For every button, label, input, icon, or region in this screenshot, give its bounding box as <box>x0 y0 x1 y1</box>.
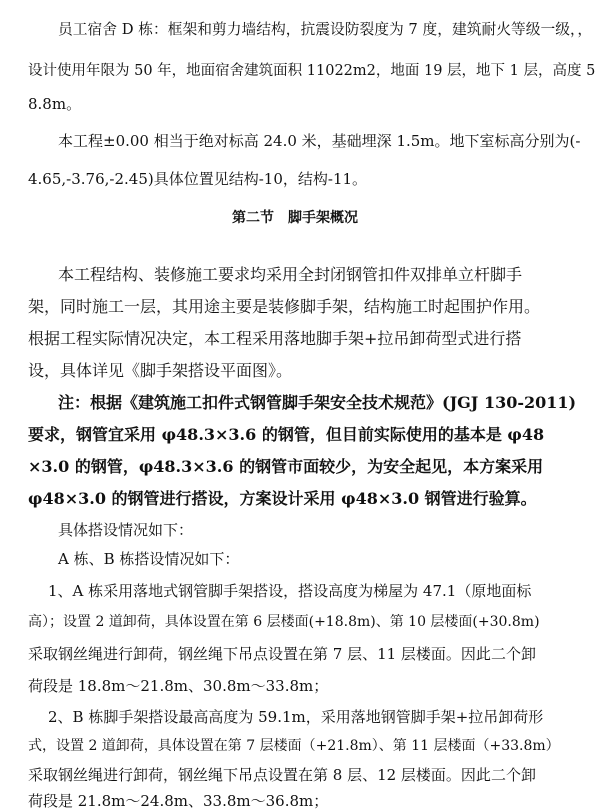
item-1-line-2: 高）；设置 2 道卸荷，具体设置在第 6 层楼面(+18.8m)、第 10 层楼面(+30.8m) <box>28 614 540 630</box>
scaffold-overview-line-3: 根据工程实际情况决定，本工程采用落地脚手架+拉吊卸荷型式进行搭 <box>28 329 522 348</box>
item-1-line-3: 采取钢丝绳进行卸荷，钢丝绳下吊点设置在第 7 层、11 层楼面。因此二个卸 <box>28 645 536 663</box>
elevation-line-1: 本工程±0.00 相当于绝对标高 24.0 米，基础埋深 1.5m。地下室标高分别为(- <box>58 132 581 150</box>
note-line-3: ×3.0 的钢管，φ48.3×3.6 的钢管市面较少，为安全起见，本方案采用 <box>28 457 544 476</box>
note-line-1: 注：根据《建筑施工扣件式钢管脚手架安全技术规范》(JGJ 130-2011) <box>58 393 577 412</box>
ab-intro: A 栋、B 栋搭设情况如下： <box>58 550 240 568</box>
elevation-line-2: 4.65,-3.76,-2.45)具体位置见结构-10，结构-11。 <box>28 170 368 188</box>
item-2-line-3: 采取钢丝绳进行卸荷，钢丝绳下吊点设置在第 8 层、12 层楼面。因此二个卸 <box>28 766 536 784</box>
item-2-line-2: 式，设置 2 道卸荷，具体设置在第 7 层楼面（+21.8m）、第 11 层楼面（+33.8m） <box>28 738 560 754</box>
details-intro: 具体搭设情况如下： <box>58 521 194 539</box>
scaffold-overview-line-1: 本工程结构、装修施工要求均采用全封闭钢管扣件双排单立杆脚手 <box>58 265 523 284</box>
building-d-line-2: 设计使用年限为 50 年，地面宿舍建筑面积 11022m2，地面 19 层，地下 1 层，高度 5 <box>28 63 596 79</box>
item-2-line-1: 2、B 栋脚手架搭设最高高度为 59.1m，采用落地钢管脚手架+拉吊卸荷形 <box>48 708 544 726</box>
item-2-line-4: 荷段是 21.8m～24.8m、33.8m～36.8m； <box>28 792 329 810</box>
item-1-line-1: 1、A 栋采用落地式钢管脚手架搭设，搭设高度为梯屋为 47.1（原地面标 <box>48 582 532 600</box>
item-1-line-4: 荷段是 18.8m～21.8m、30.8m～33.8m； <box>28 677 329 695</box>
note-line-4: φ48×3.0 的钢管进行搭设，方案设计采用 φ48×3.0 钢管进行验算。 <box>28 489 537 508</box>
building-d-line-3: 8.8m。 <box>28 95 82 113</box>
section-heading: 第二节 脚手架概况 <box>232 210 358 226</box>
scaffold-overview-line-4: 设，具体详见《脚手架搭设平面图》。 <box>28 361 293 380</box>
note-line-2: 要求，钢管宜采用 φ48.3×3.6 的钢管，但目前实际使用的基本是 φ48 <box>28 425 545 444</box>
building-d-line-1: 员工宿舍 D 栋：框架和剪力墙结构，抗震设防裂度为 7 度，建筑耐火等级一级，， <box>58 21 593 38</box>
scaffold-overview-line-2: 架，同时施工一层，其用途主要是装修脚手架，结构施工时起围护作用。 <box>28 297 541 316</box>
